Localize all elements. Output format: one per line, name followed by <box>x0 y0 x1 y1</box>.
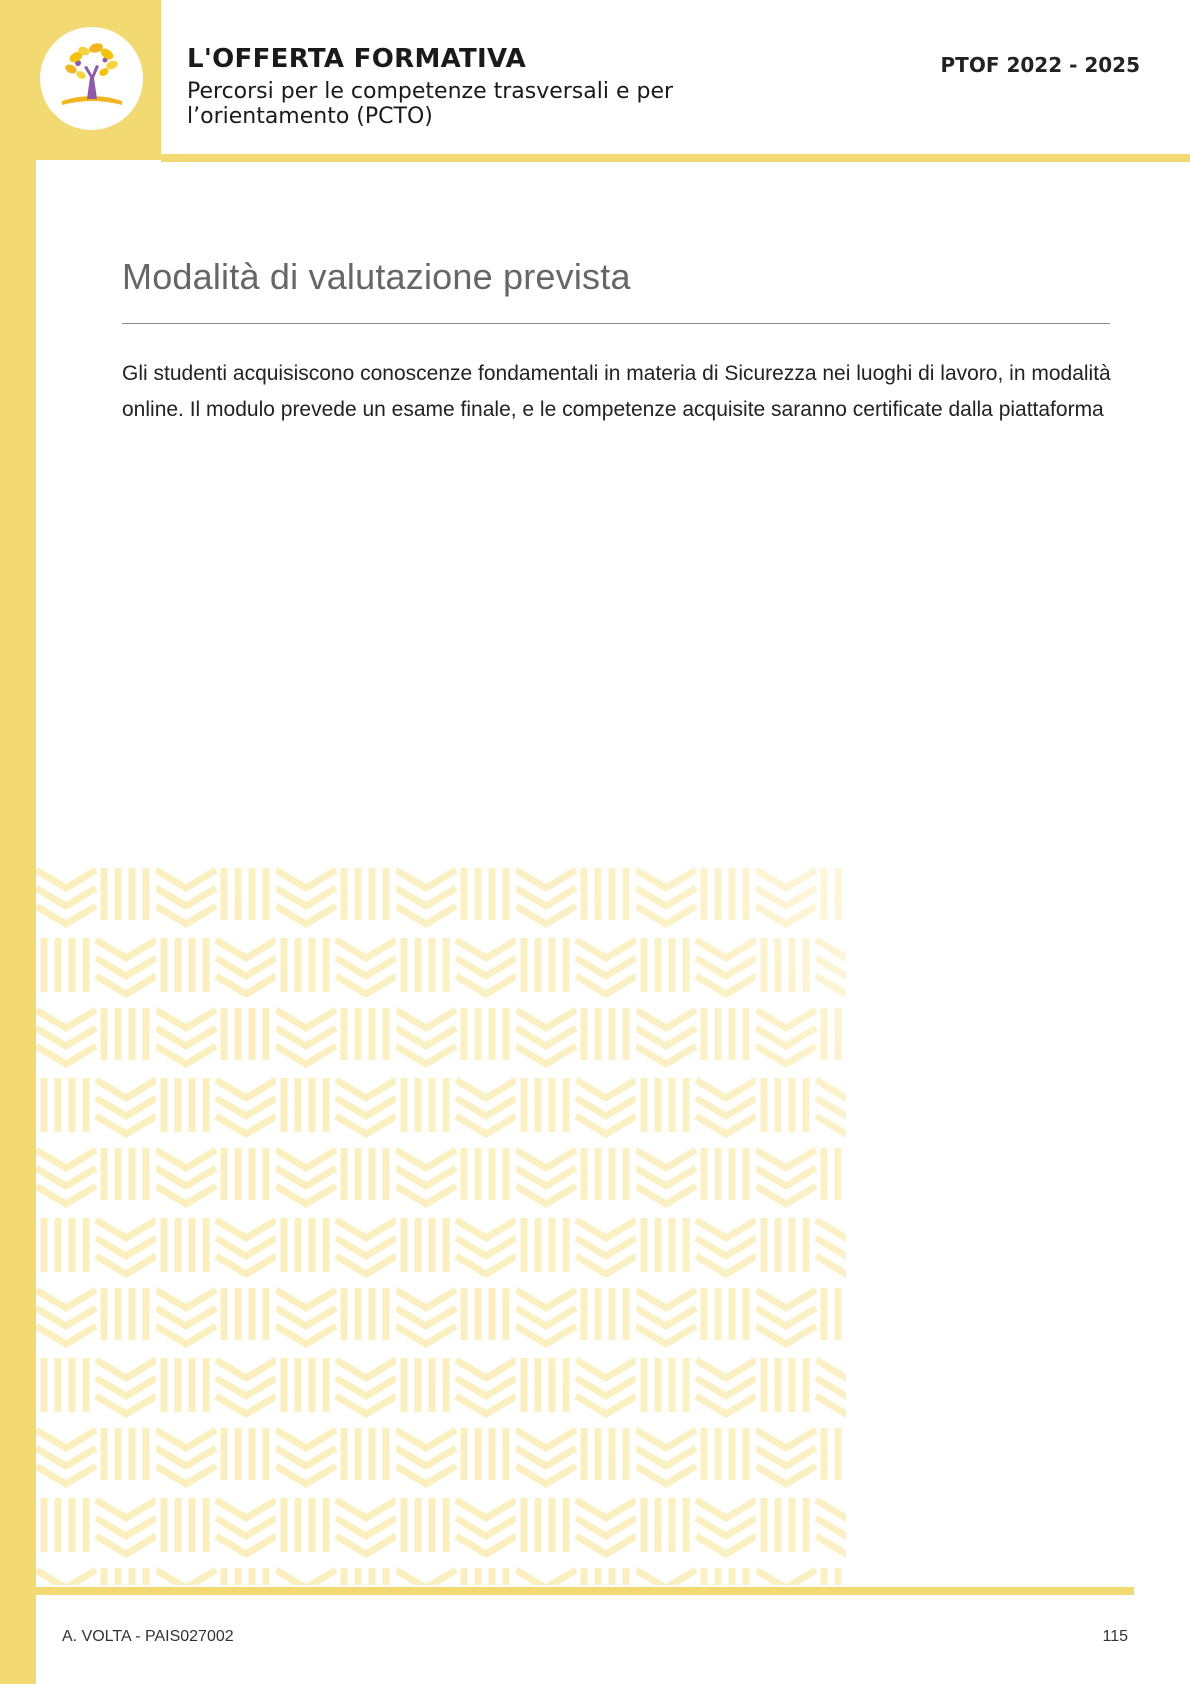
header-rule <box>161 154 1190 162</box>
page-number: 115 <box>1102 1628 1128 1645</box>
header-subtitle: Percorsi per le competenze trasversali e per l’orientamento (PCTO) <box>187 79 674 129</box>
ptof-edition: PTOF 2022 - 2025 <box>940 53 1140 77</box>
body-paragraph: Gli studenti acquisiscono conoscenze fondamentali in materia di Sicurezza nei luoghi di lavoro, in modalità online. Il modulo prevede un esame finale, e le competenze acquisite saranno certificate dalla piattaforma <box>122 362 1111 421</box>
footer-rule <box>36 1587 1134 1595</box>
section-title: Modalità di valutazione prevista <box>122 256 631 297</box>
tree-logo-icon <box>40 27 143 130</box>
header-title: L'OFFERTA FORMATIVA <box>187 44 527 74</box>
left-accent-strip <box>0 0 36 1684</box>
section-divider <box>122 323 1110 324</box>
background-pattern <box>36 860 846 1585</box>
logo-panel <box>0 0 161 160</box>
footer-school-code: A. VOLTA - PAIS027002 <box>62 1628 234 1645</box>
